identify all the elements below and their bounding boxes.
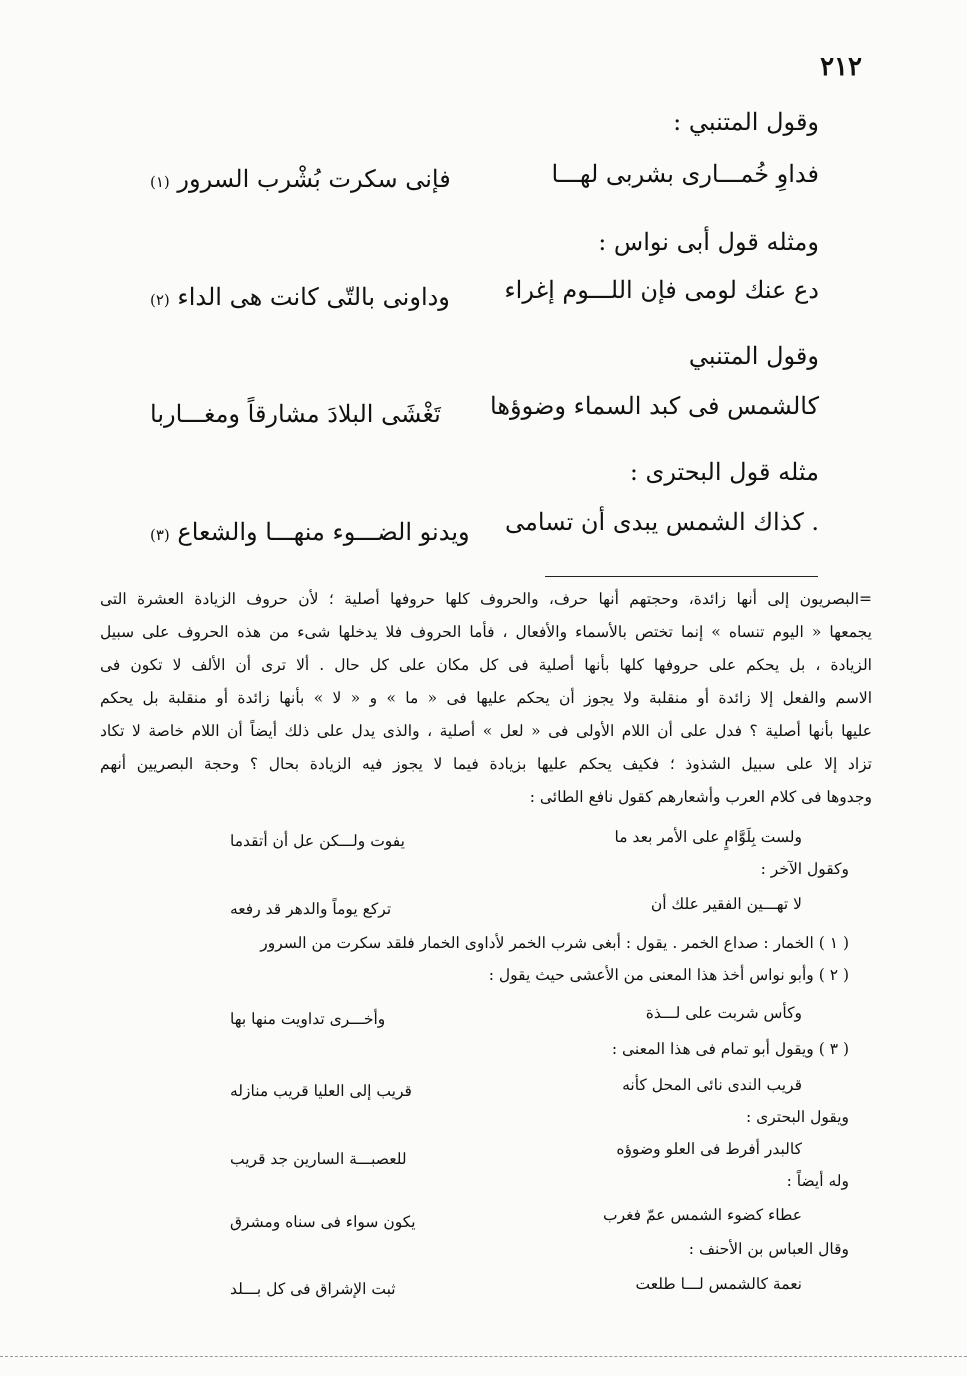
note-paragraph-line: الاسم والفعل إلا زائدة أو منقلبة ولا يجوز أن يحكم عليها فى « ما » و « لا » بأنها زائدة أو منقلبة بل يحكم [100, 689, 872, 707]
note-verse-first-hemistich: وكأس شربت على لـــذة [645, 1004, 802, 1022]
note-verse-first-hemistich: نعمة كالشمس لـــا طلعت [635, 1275, 802, 1293]
note-verse-second-hemistich: للعصبـــة السارين جد قريب [230, 1150, 407, 1168]
page-number: ٢١٢ [820, 52, 862, 82]
verse-second-hemistich [150, 283, 450, 311]
verse-second-hemistich [150, 165, 451, 193]
verse-first-hemistich: كالشمس فى كبد السماء وضوؤها [490, 392, 819, 420]
note-verse-second-hemistich: ثبت الإشراق فى كل بـــلد [230, 1280, 396, 1298]
footnote-marker: (٣) [150, 526, 170, 544]
note-paragraph-line: عليها بأنها أصلية ؟ فدل على أن اللام الأولى فى « لعل » أصلية ، والذى يدل على ذلك أيضاً أن اللام خاصة لا تكاد [100, 722, 872, 740]
footnote-1: ( ١ ) الخمار : صداع الخمر . يقول : أبغى شرب الخمر لأداوى الخمار فلقد سكرت من السرور [260, 934, 849, 952]
intro-line: وقول المتنبي [688, 342, 819, 370]
note-paragraph-line: وجدوها فى كلام العرب وأشعارهم كقول نافع الطائى : [529, 788, 872, 806]
note-verse-second-hemistich: يكون سواء فى سناه ومشرق [230, 1213, 416, 1231]
verse-second-hemistich [150, 518, 470, 546]
verse-first-hemistich: دع عنك لومى فإن اللـــوم إغراء [504, 276, 819, 304]
note-verse-second-hemistich: يفوت ولـــكن عل أن أتقدما [230, 832, 405, 850]
note-paragraph-line: يجمعها « اليوم تنساه » إنما تختص بالأسماء والأفعال ، فأما الحروف فلا يدخلها شىء من هذه الحروف على سبيل [100, 623, 872, 641]
footnote-divider [545, 576, 818, 577]
footnote-2: ( ٢ ) وأبو نواس أخذ هذا المعنى من الأعشى حيث يقول : [488, 966, 849, 984]
intro-line: مثله قول البحترى : [629, 458, 819, 486]
note-verse-first-hemistich: لا تهـــين الفقير علك أن [650, 895, 802, 913]
note-verse-first-hemistich: ولست بِلَوَّامٍ على الأمر بعد ما [614, 828, 802, 846]
verse-second-hemistich [150, 400, 441, 428]
verse-first-hemistich: . كذاك الشمس يبدى أن تسامى [505, 508, 819, 536]
verse-first-hemistich: فداوِ خُمـــارى بشربى لهـــا [551, 160, 819, 188]
note-verse-first-hemistich: قريب الندى نائى المحل كأنه [622, 1076, 802, 1094]
footnote-marker: (١) [150, 173, 170, 191]
intro-line: وقول المتنبي : [673, 108, 819, 136]
note-paragraph-line: الزيادة ، بل يحكم على حروفها كلها بأنها أصلية فى كل مكان على كل حال . ألا ترى أن الألف لا تكون فى [100, 656, 872, 674]
note-paragraph-line: =البصريون إلى أنها زائدة، وحجتهم أنها حرف، والحروف كلها حروفها أصلية ؛ لأن حروف الزيادة العشرة التى [100, 590, 872, 608]
note-verse-second-hemistich: تركع يوماً والدهر قد رفعه [230, 900, 392, 918]
note-intro: ويقول البحترى : [745, 1108, 849, 1126]
page-bottom-edge [0, 1356, 967, 1358]
note-verse-first-hemistich: عطاء كضوء الشمس عمّ فغرب [603, 1206, 802, 1224]
note-verse-second-hemistich: قريب إلى العليا قريب منازله [230, 1082, 412, 1100]
intro-line: ومثله قول أبى نواس : [598, 228, 819, 256]
verse-text: ويدنو الضـــوء منهـــا والشعاع [177, 518, 470, 546]
footnote-3: ( ٣ ) ويقول أبو تمام فى هذا المعنى : [611, 1040, 849, 1058]
note-verse-second-hemistich: وأخـــرى تداويت منها بها [230, 1010, 386, 1028]
note-intro: وكقول الآخر : [760, 860, 849, 878]
note-verse-first-hemistich: كالبدر أفرط فى العلو وضوؤه [616, 1140, 802, 1158]
note-paragraph-line: تزاد إلا على سبيل الشذوذ ؛ فكيف يحكم عليها بزيادة فيما لا يجوز فيه الزيادة بحال ؟ وحجة البصريين أنهم [100, 755, 872, 773]
verse-text: فإنى سكرت بُشْرب السرور [177, 165, 451, 193]
note-intro: وقال العباس بن الأحنف : [688, 1240, 849, 1258]
verse-text: وداونى بالتّى كانت هى الداء [177, 283, 450, 311]
verse-text: تَغْشَى البلادَ مشارقاً ومغـــاربا [150, 400, 441, 428]
footnote-marker: (٢) [150, 291, 170, 309]
note-intro: وله أيضاً : [786, 1172, 849, 1190]
